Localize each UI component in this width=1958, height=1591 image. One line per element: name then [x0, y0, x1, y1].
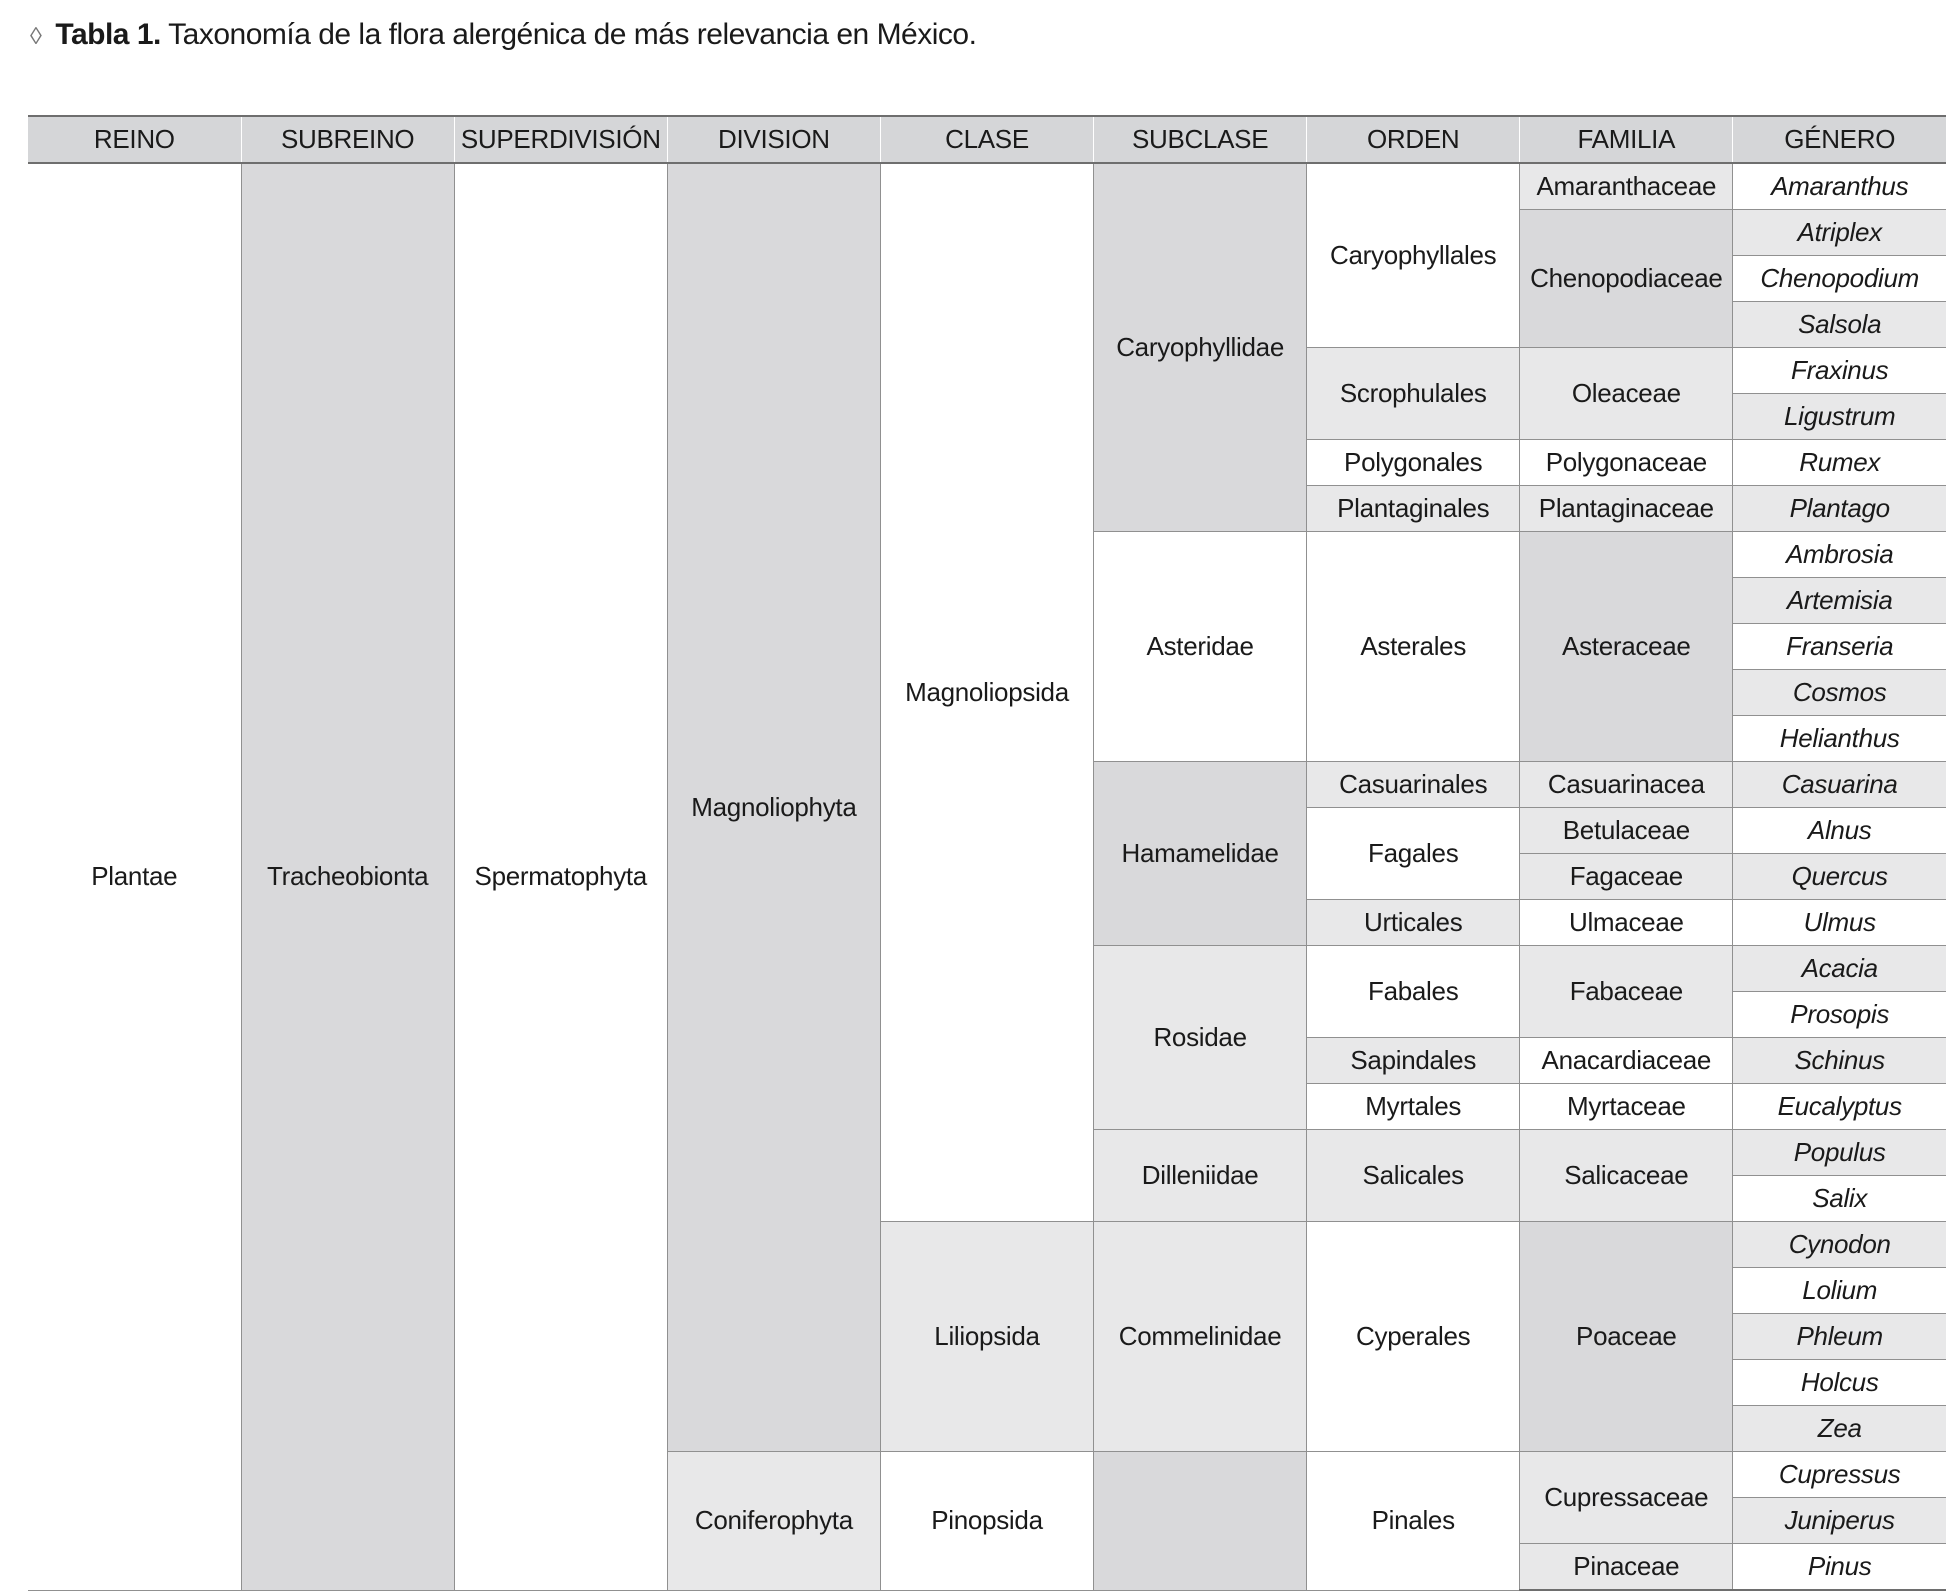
cell-subclase: Rosidae	[1094, 946, 1307, 1130]
diamond-icon: ◊	[30, 23, 42, 50]
cell-genero: Lolium	[1733, 1268, 1946, 1314]
cell-subclase: Dilleniidae	[1094, 1130, 1307, 1222]
cell-orden: Sapindales	[1307, 1038, 1520, 1084]
cell-familia: Asteraceae	[1520, 532, 1733, 762]
cell-genero: Zea	[1733, 1406, 1946, 1452]
cell-genero: Cupressus	[1733, 1452, 1946, 1498]
cell-familia: Salicaceae	[1520, 1130, 1733, 1222]
cell-orden: Fagales	[1307, 808, 1520, 900]
cell-familia: Pinaceae	[1520, 1544, 1733, 1591]
cell-familia: Anacardiaceae	[1520, 1038, 1733, 1084]
cell-orden: Scrophulales	[1307, 348, 1520, 440]
cell-orden: Pinales	[1307, 1452, 1520, 1591]
cell-orden: Plantaginales	[1307, 486, 1520, 532]
cell-subclase: Asteridae	[1094, 532, 1307, 762]
header-division: DIVISION	[667, 116, 880, 163]
cell-orden: Casuarinales	[1307, 762, 1520, 808]
cell-familia: Myrtaceae	[1520, 1084, 1733, 1130]
cell-genero: Cosmos	[1733, 670, 1946, 716]
cell-subclase: Caryophyllidae	[1094, 163, 1307, 532]
cell-familia: Amaranthaceae	[1520, 163, 1733, 210]
cell-orden: Salicales	[1307, 1130, 1520, 1222]
cell-genero: Helianthus	[1733, 716, 1946, 762]
cell-familia: Fabaceae	[1520, 946, 1733, 1038]
cell-genero: Salix	[1733, 1176, 1946, 1222]
cell-orden: Fabales	[1307, 946, 1520, 1038]
cell-genero: Chenopodium	[1733, 256, 1946, 302]
cell-orden: Myrtales	[1307, 1084, 1520, 1130]
cell-genero: Ambrosia	[1733, 532, 1946, 578]
header-clase: CLASE	[880, 116, 1093, 163]
cell-orden: Urticales	[1307, 900, 1520, 946]
cell-familia: Ulmaceae	[1520, 900, 1733, 946]
cell-genero: Casuarina	[1733, 762, 1946, 808]
table-row	[28, 163, 1946, 210]
cell-genero: Alnus	[1733, 808, 1946, 854]
cell-genero: Populus	[1733, 1130, 1946, 1176]
caption-text: Taxonomía de la flora alergénica de más relevancia en México.	[168, 18, 977, 51]
cell-division: Magnoliophyta	[667, 163, 880, 1452]
cell-familia: Poaceae	[1520, 1222, 1733, 1452]
cell-genero: Ligustrum	[1733, 394, 1946, 440]
cell-orden: Asterales	[1307, 532, 1520, 762]
cell-genero: Rumex	[1733, 440, 1946, 486]
cell-reino: Plantae	[28, 163, 241, 1590]
cell-genero: Fraxinus	[1733, 348, 1946, 394]
cell-familia: Casuarinacea	[1520, 762, 1733, 808]
cell-genero: Amaranthus	[1733, 163, 1946, 210]
cell-familia: Polygonaceae	[1520, 440, 1733, 486]
cell-subclase	[1094, 1452, 1307, 1591]
cell-familia: Fagaceae	[1520, 854, 1733, 900]
cell-genero: Franseria	[1733, 624, 1946, 670]
cell-clase: Magnoliopsida	[880, 163, 1093, 1222]
header-orden: ORDEN	[1307, 116, 1520, 163]
header-superdivision: SUPERDIVISIÓN	[454, 116, 667, 163]
cell-orden: Caryophyllales	[1307, 163, 1520, 348]
cell-genero: Prosopis	[1733, 992, 1946, 1038]
cell-familia: Oleaceae	[1520, 348, 1733, 440]
cell-subclase: Hamamelidae	[1094, 762, 1307, 946]
table-caption	[30, 18, 976, 52]
header-subreino: SUBREINO	[241, 116, 454, 163]
cell-genero: Schinus	[1733, 1038, 1946, 1084]
cell-familia: Cupressaceae	[1520, 1452, 1733, 1544]
cell-genero: Eucalyptus	[1733, 1084, 1946, 1130]
caption-label: Tabla 1.	[55, 18, 161, 51]
cell-genero: Acacia	[1733, 946, 1946, 992]
cell-genero: Plantago	[1733, 486, 1946, 532]
cell-genero: Ulmus	[1733, 900, 1946, 946]
cell-subreino: Tracheobionta	[241, 163, 454, 1590]
cell-orden: Cyperales	[1307, 1222, 1520, 1452]
cell-clase: Liliopsida	[880, 1222, 1093, 1452]
header-row	[28, 116, 1946, 163]
cell-genero: Pinus	[1733, 1544, 1946, 1591]
cell-genero: Quercus	[1733, 854, 1946, 900]
cell-familia: Betulaceae	[1520, 808, 1733, 854]
cell-genero: Juniperus	[1733, 1498, 1946, 1544]
header-genero: GÉNERO	[1733, 116, 1946, 163]
cell-genero: Cynodon	[1733, 1222, 1946, 1268]
header-reino: REINO	[28, 116, 241, 163]
header-familia: FAMILIA	[1520, 116, 1733, 163]
cell-genero: Salsola	[1733, 302, 1946, 348]
cell-familia: Plantaginaceae	[1520, 486, 1733, 532]
cell-division: Coniferophyta	[667, 1452, 880, 1591]
header-subclase: SUBCLASE	[1094, 116, 1307, 163]
cell-superdivision: Spermatophyta	[454, 163, 667, 1590]
cell-familia: Chenopodiaceae	[1520, 210, 1733, 348]
cell-orden: Polygonales	[1307, 440, 1520, 486]
cell-genero: Artemisia	[1733, 578, 1946, 624]
cell-clase: Pinopsida	[880, 1452, 1093, 1591]
cell-genero: Holcus	[1733, 1360, 1946, 1406]
cell-subclase: Commelinidae	[1094, 1222, 1307, 1452]
cell-genero: Phleum	[1733, 1314, 1946, 1360]
cell-genero: Atriplex	[1733, 210, 1946, 256]
taxonomy-table	[28, 115, 1946, 1591]
